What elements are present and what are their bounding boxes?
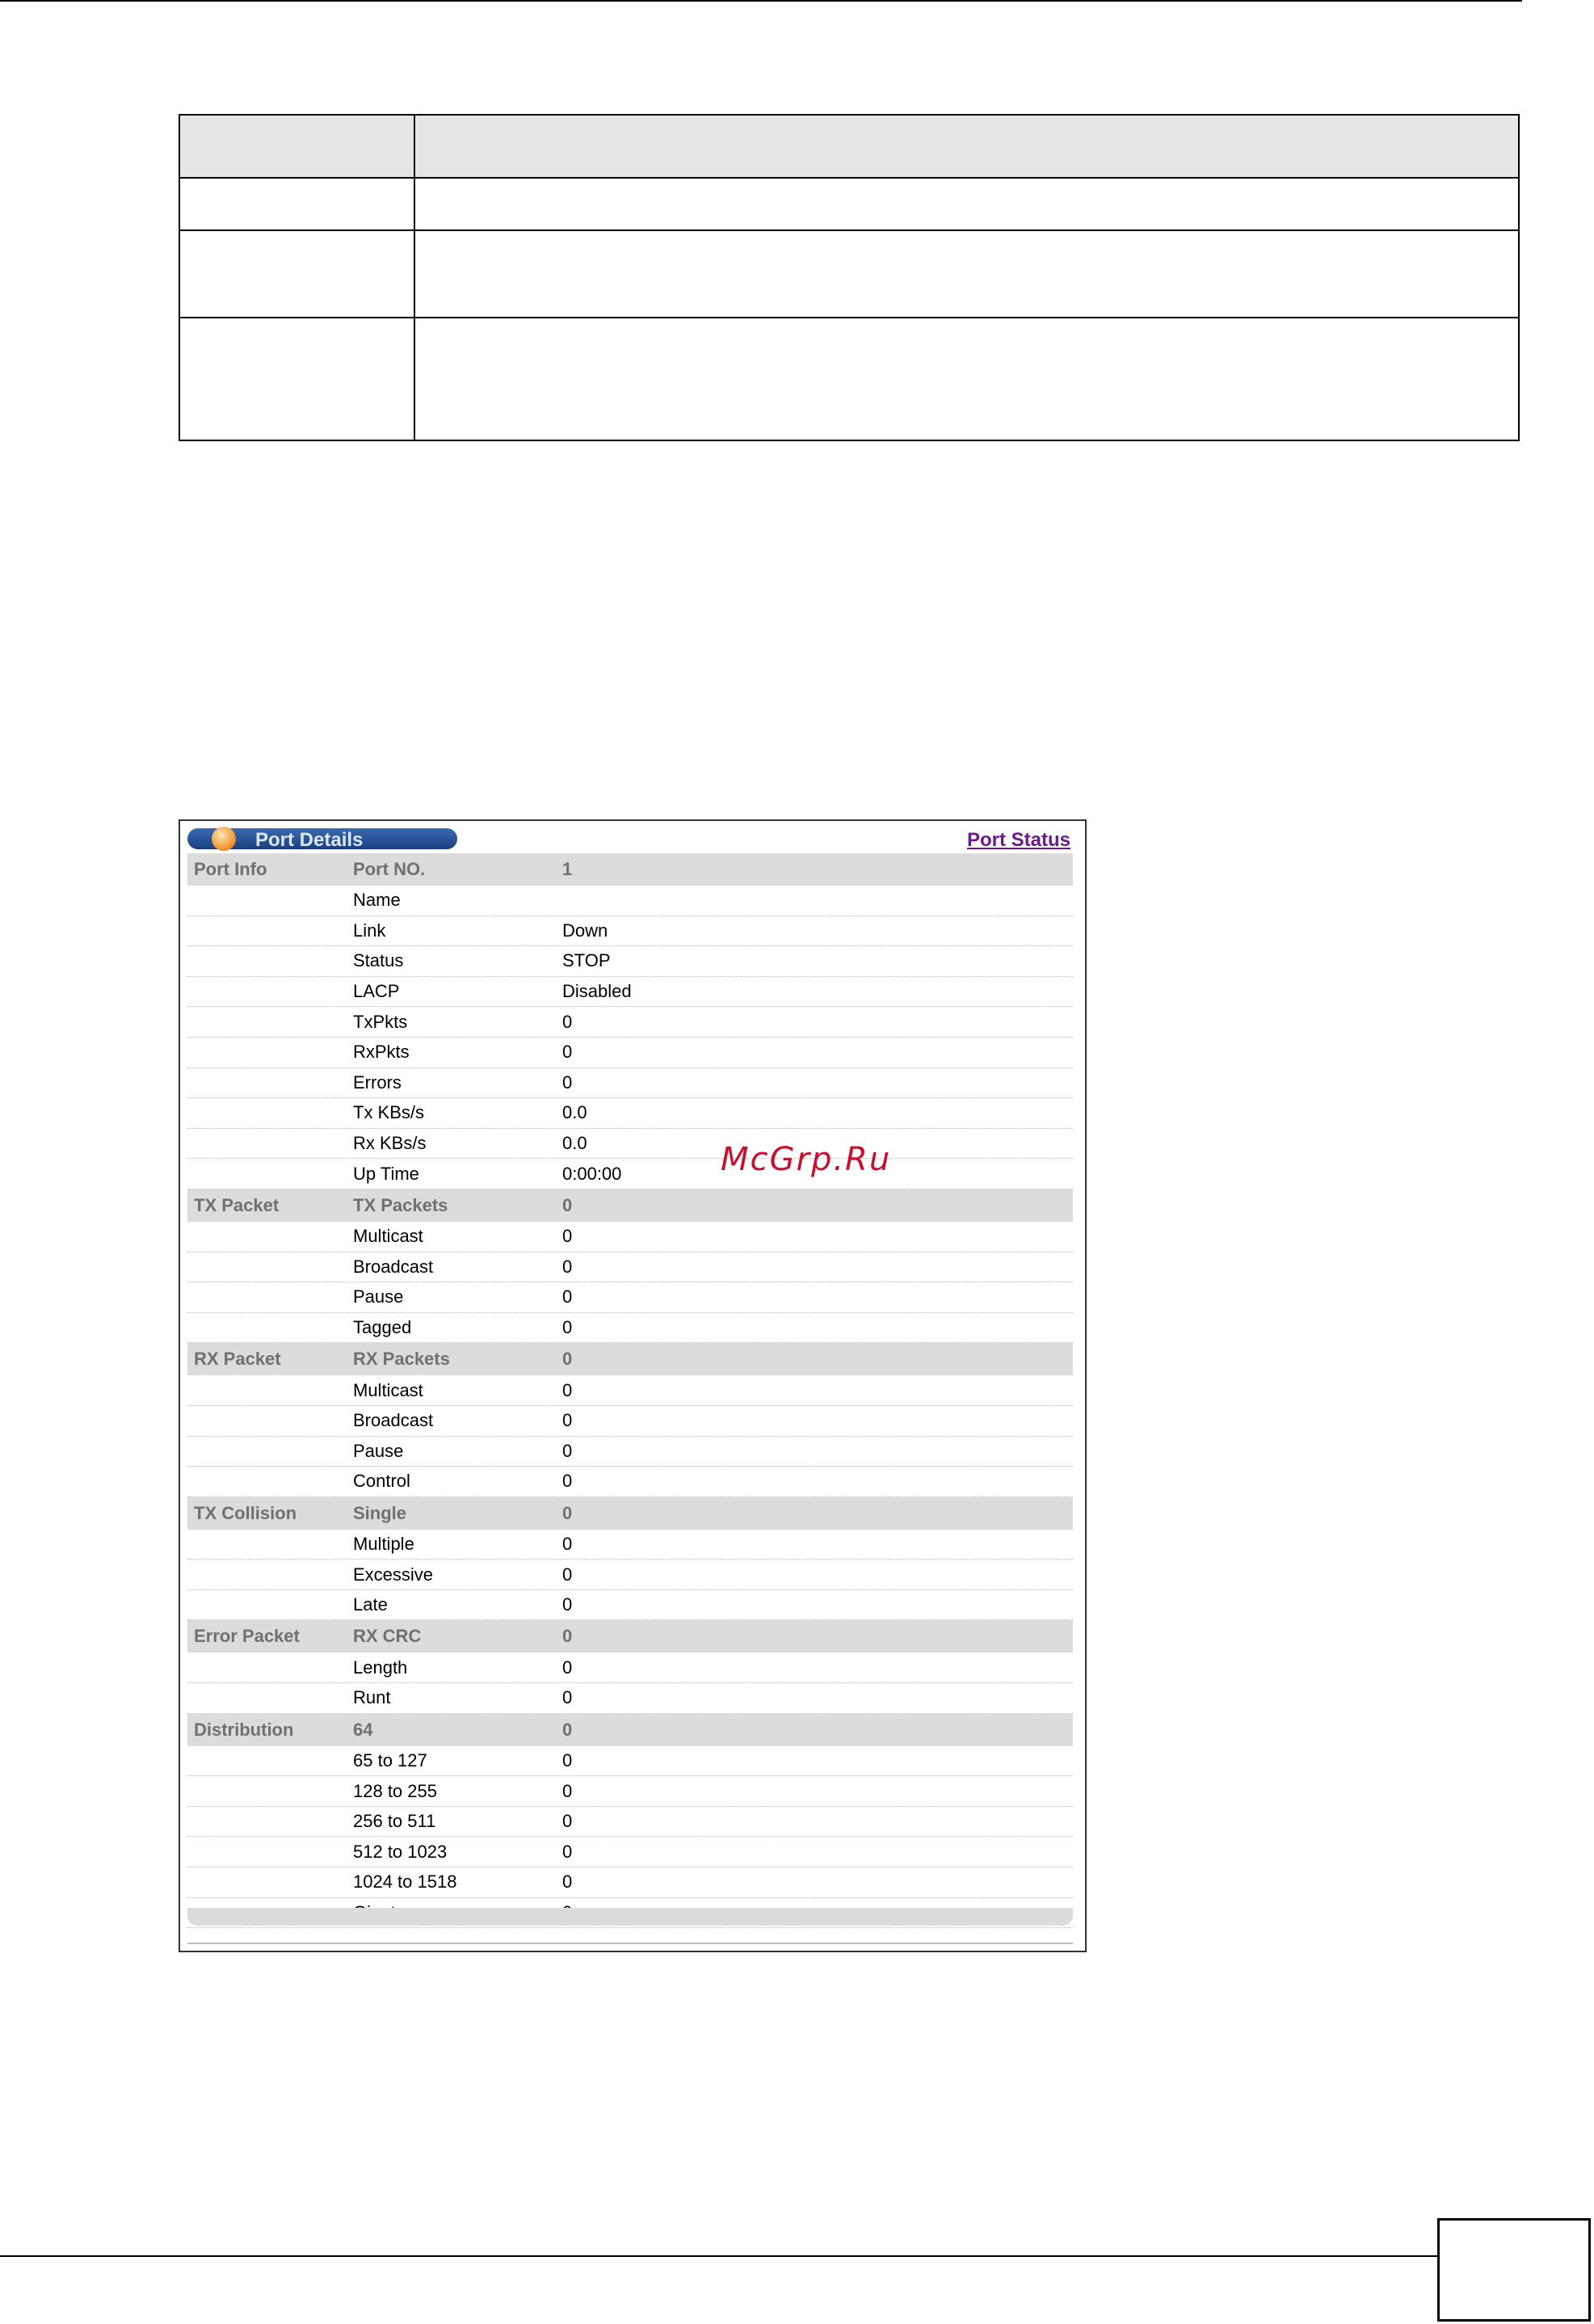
field-label: Status bbox=[353, 950, 404, 971]
field-label: Link bbox=[353, 920, 386, 941]
field-value: 0 bbox=[562, 1349, 573, 1370]
field-label: 65 to 127 bbox=[353, 1749, 427, 1770]
description-table bbox=[179, 114, 1520, 441]
page-number-box bbox=[1437, 2218, 1591, 2322]
table-row bbox=[187, 1467, 1073, 1497]
section-label: Distribution bbox=[194, 1719, 294, 1740]
section-header-row bbox=[187, 853, 1073, 886]
field-label: Multicast bbox=[353, 1226, 423, 1247]
field-value: 0 bbox=[562, 1780, 573, 1801]
section-label: Error Packet bbox=[194, 1626, 300, 1647]
field-label: Tagged bbox=[353, 1317, 412, 1338]
field-value: 0 bbox=[562, 1502, 573, 1523]
field-value: 0 bbox=[562, 1657, 573, 1678]
field-value: 0 bbox=[562, 1626, 573, 1647]
field-label: Broadcast bbox=[353, 1256, 434, 1277]
table-row bbox=[187, 1437, 1073, 1467]
field-label: 512 to 1023 bbox=[353, 1841, 448, 1862]
field-value: 0.0 bbox=[562, 1102, 587, 1123]
field-label: Length bbox=[353, 1657, 408, 1678]
field-label: Multiple bbox=[353, 1533, 414, 1554]
screen-title: Port Details bbox=[255, 829, 364, 851]
field-label: Errors bbox=[353, 1071, 402, 1093]
table-row bbox=[187, 1837, 1073, 1867]
screen-header bbox=[187, 826, 1070, 852]
field-value: 0 bbox=[562, 1811, 573, 1832]
field-value: 0 bbox=[562, 1749, 573, 1770]
field-value: 0 bbox=[562, 1410, 573, 1431]
field-value: 0 bbox=[562, 1841, 573, 1862]
footer-divider bbox=[187, 1943, 1073, 1944]
field-value: 0 bbox=[562, 1317, 573, 1338]
field-value: 0 bbox=[562, 1226, 573, 1247]
table-row bbox=[187, 977, 1073, 1008]
table-row bbox=[187, 1776, 1073, 1807]
field-value: 0 bbox=[562, 1533, 573, 1554]
section-header-row bbox=[187, 1714, 1073, 1746]
field-value: 0 bbox=[562, 1594, 573, 1615]
table-row bbox=[187, 1222, 1073, 1253]
table-row bbox=[187, 1129, 1073, 1160]
table-row bbox=[187, 1313, 1073, 1344]
field-value: 0 bbox=[562, 1871, 573, 1892]
header-rule bbox=[0, 0, 1522, 2]
table-row bbox=[187, 1807, 1073, 1838]
field-label: Tx KBs/s bbox=[353, 1102, 425, 1123]
table-row bbox=[187, 1038, 1073, 1068]
footer-rule bbox=[0, 2255, 1438, 2257]
title-bar bbox=[187, 828, 457, 849]
field-label: Control bbox=[353, 1471, 410, 1492]
field-label: Excessive bbox=[353, 1564, 434, 1585]
field-value: 0 bbox=[562, 1071, 573, 1093]
table-row bbox=[187, 1098, 1073, 1129]
section-label: TX Packet bbox=[194, 1194, 280, 1215]
field-value: 0 bbox=[562, 1687, 573, 1708]
field-label: 64 bbox=[353, 1719, 373, 1740]
field-value: 0 bbox=[562, 1194, 573, 1215]
table-row bbox=[187, 1007, 1073, 1038]
field-label: Up Time bbox=[353, 1163, 419, 1184]
field-label: Runt bbox=[353, 1687, 391, 1708]
table-row bbox=[187, 1159, 1073, 1189]
table-row bbox=[187, 1253, 1073, 1283]
field-label: LACP bbox=[353, 981, 400, 1002]
table-row bbox=[187, 1375, 1073, 1406]
orb-icon bbox=[212, 827, 236, 851]
table-row bbox=[179, 318, 1519, 440]
field-value: 0 bbox=[562, 1256, 573, 1277]
section-header-row bbox=[187, 1343, 1073, 1375]
table-row bbox=[187, 1652, 1073, 1683]
table-row bbox=[187, 1282, 1073, 1313]
port-status-link[interactable]: Port Status bbox=[966, 829, 1070, 851]
field-label: Late bbox=[353, 1594, 388, 1615]
section-header-row bbox=[187, 1497, 1073, 1530]
field-value: Disabled bbox=[562, 981, 632, 1002]
field-value: 0 bbox=[562, 1042, 573, 1063]
section-header-row bbox=[187, 1189, 1073, 1222]
table-row bbox=[187, 916, 1073, 947]
field-label: Port NO. bbox=[353, 859, 426, 879]
section-label: TX Collision bbox=[194, 1502, 297, 1523]
field-value: 0 bbox=[562, 1440, 573, 1461]
field-value: 0 bbox=[562, 1564, 573, 1585]
field-value: 0.0 bbox=[562, 1133, 587, 1154]
field-value: Down bbox=[562, 920, 608, 941]
table-row bbox=[187, 1867, 1073, 1898]
field-label: Multicast bbox=[353, 1379, 423, 1400]
field-label: 1024 to 1518 bbox=[353, 1871, 457, 1892]
field-label: Single bbox=[353, 1502, 407, 1523]
field-label: Pause bbox=[353, 1440, 404, 1461]
watermark: McGrp.Ru bbox=[721, 1141, 892, 1178]
section-label: RX Packet bbox=[194, 1349, 281, 1370]
field-label: TxPkts bbox=[353, 1011, 408, 1032]
table-row bbox=[187, 1406, 1073, 1437]
table-row bbox=[187, 1683, 1073, 1714]
field-value: 0 bbox=[562, 1471, 573, 1492]
field-label: Broadcast bbox=[353, 1410, 434, 1431]
field-label: Pause bbox=[353, 1286, 404, 1307]
field-label: Rx KBs/s bbox=[353, 1133, 427, 1154]
field-value: 0:00:00 bbox=[562, 1163, 622, 1184]
table-row bbox=[179, 178, 1519, 230]
table-row bbox=[187, 1590, 1073, 1621]
table-header-row bbox=[179, 115, 1519, 178]
field-label: TX Packets bbox=[353, 1194, 448, 1215]
table-row bbox=[187, 1746, 1073, 1777]
field-label: Name bbox=[353, 890, 401, 911]
field-value: STOP bbox=[562, 950, 611, 971]
field-value: 0 bbox=[562, 1286, 573, 1307]
field-value: 0 bbox=[562, 1379, 573, 1400]
table-row bbox=[179, 230, 1519, 318]
table-row bbox=[187, 1530, 1073, 1560]
field-value: 0 bbox=[562, 1011, 573, 1032]
section-label: Port Info bbox=[194, 859, 267, 879]
field-label: RX CRC bbox=[353, 1626, 422, 1647]
field-label: 128 to 255 bbox=[353, 1780, 437, 1801]
table-row bbox=[187, 1068, 1073, 1099]
field-value: 0 bbox=[562, 1719, 573, 1740]
table-row bbox=[187, 946, 1073, 977]
port-details-screenshot bbox=[179, 819, 1087, 1952]
table-row bbox=[187, 886, 1073, 916]
section-header-row bbox=[187, 1620, 1073, 1652]
field-label: RxPkts bbox=[353, 1042, 410, 1063]
table-row bbox=[187, 1560, 1073, 1590]
field-label: RX Packets bbox=[353, 1349, 450, 1370]
field-label: 256 to 511 bbox=[353, 1811, 436, 1832]
table-footer bbox=[187, 1908, 1073, 1926]
port-details-list bbox=[187, 853, 1073, 1928]
field-value: 1 bbox=[562, 859, 573, 879]
